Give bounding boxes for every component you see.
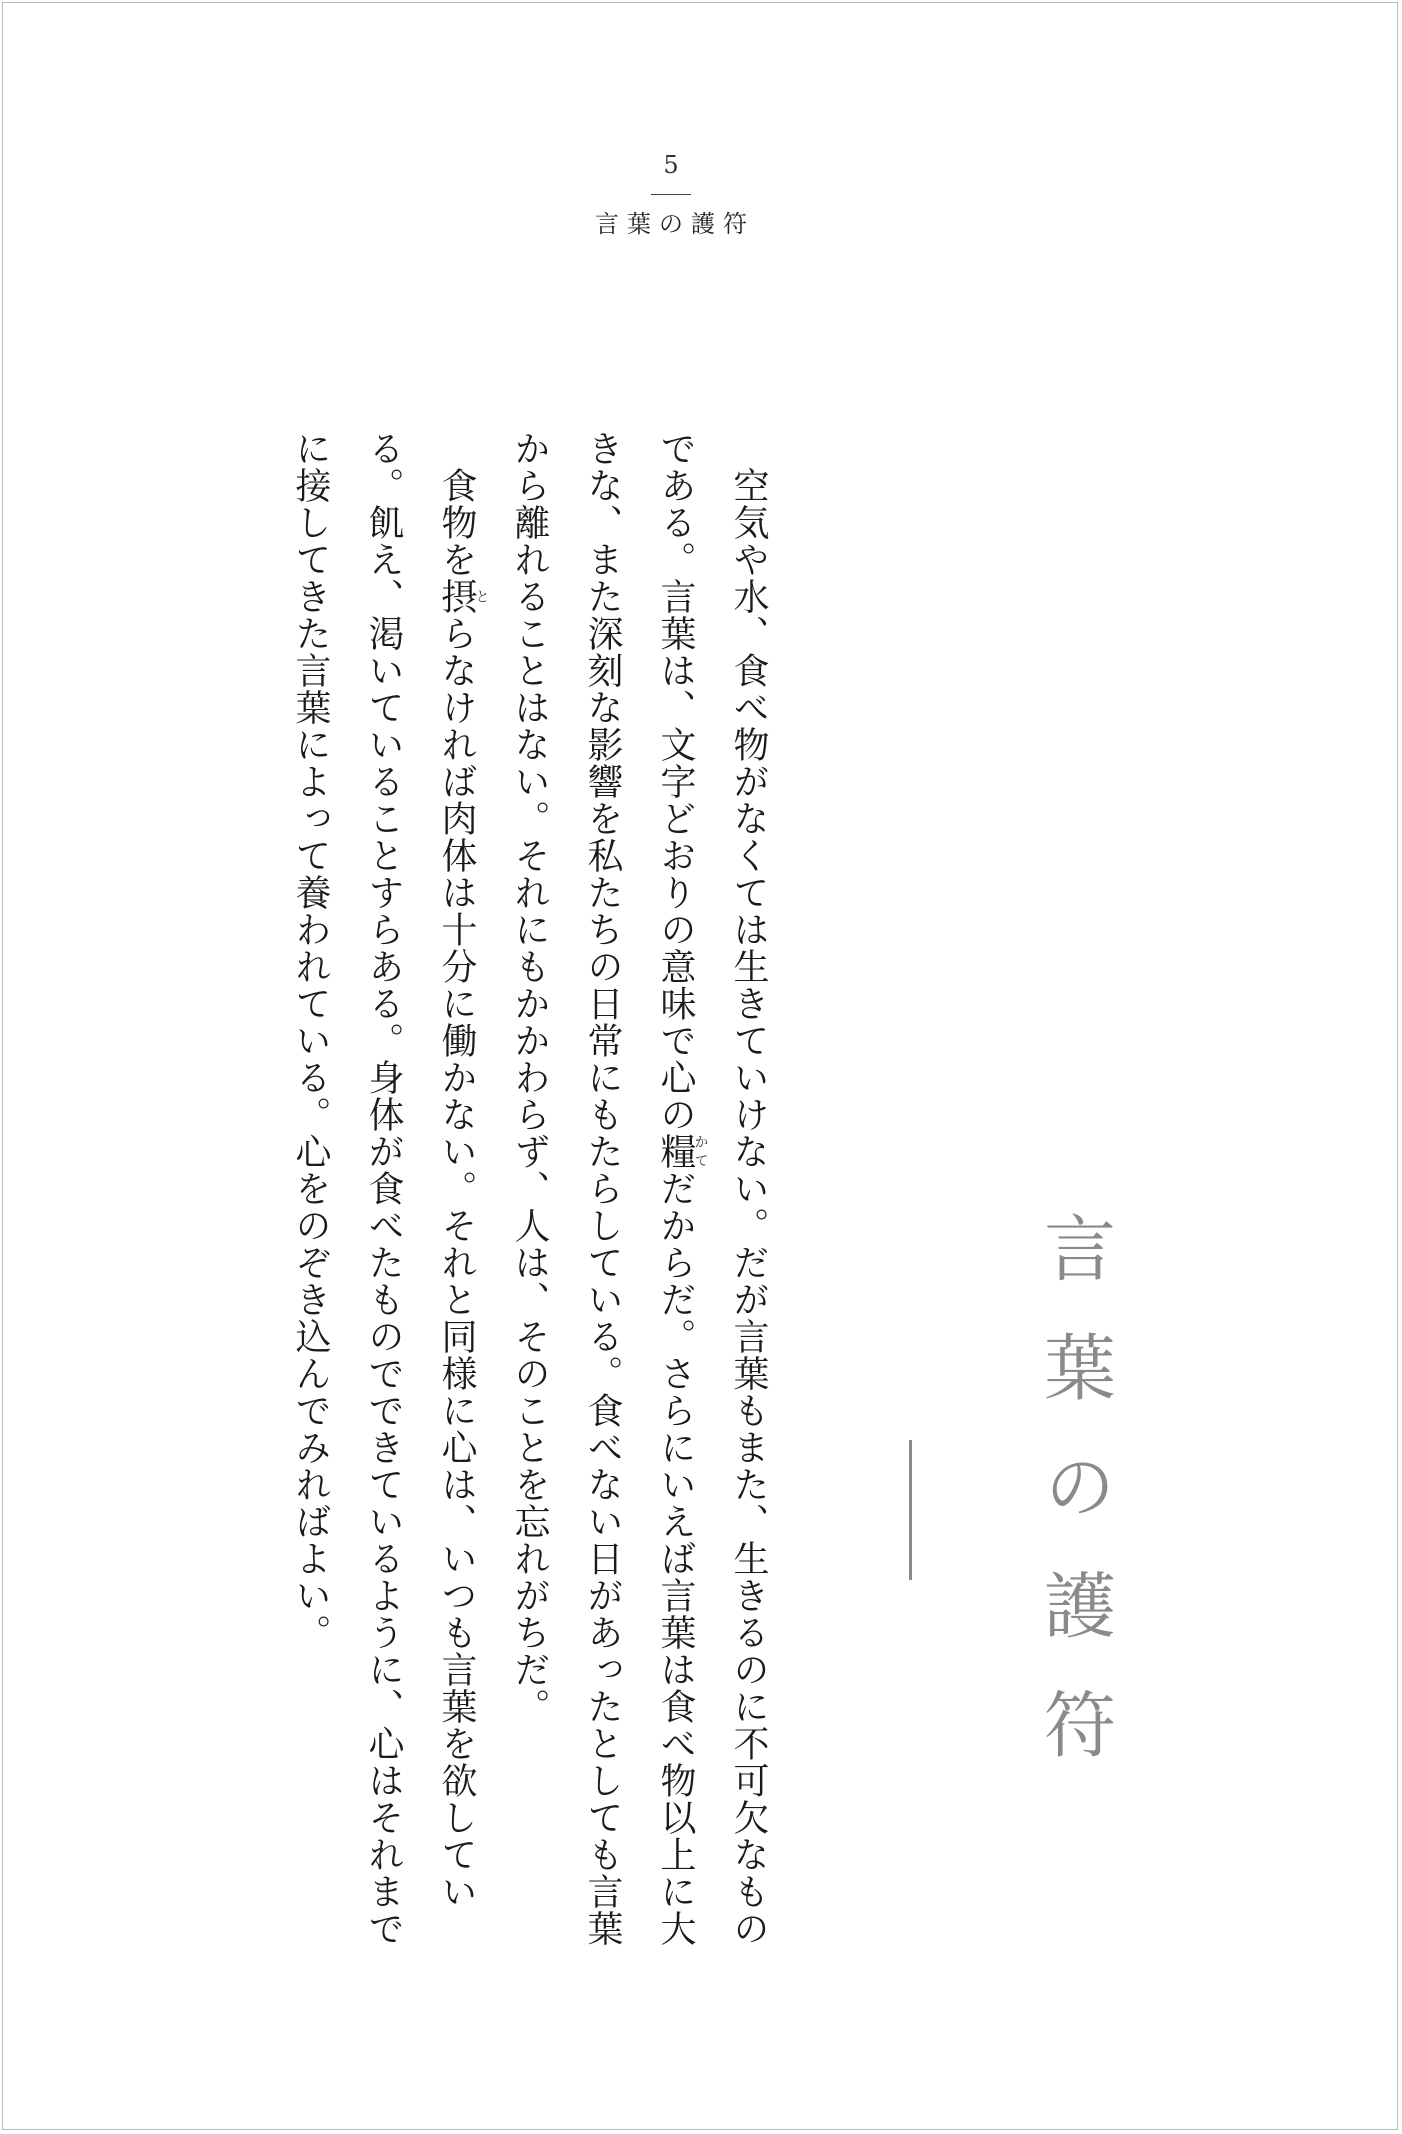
paragraph-2-text-b: らなければ肉体は十分に働かない。それと同様に心は、いつも言葉を欲している。飢え、渇いていることすらある。身体が食べたものでできているように、心はそれまでに接してきた言葉によって養われている。心をのぞき込んでみればよい。 (290, 430, 477, 1947)
ruby-kate (655, 1133, 709, 1170)
running-head-title: 言葉の護符 (595, 210, 755, 238)
ruby-to (436, 578, 490, 615)
paragraph-1-text-b: だからだ。さらにいえば言葉は食べ物以上に大きな、また深刻な影響を私たちの日常にもたらしている。食べない日があったとしても言葉から離れることはない。それにもかかわらず、人は、そのことを忘れがちだ。 (509, 430, 696, 1947)
chapter-title: 言葉の護符 (1032, 1211, 1116, 1806)
ruby-kate-reading: かて (692, 1133, 709, 1170)
paragraph-1-text-a: 空気や水、食べ物がなくては生きていけない。だが言葉もまた、生きるのに不可欠なものである。言葉は、文字どおりの意味で心の (655, 430, 769, 1947)
ruby-to-base: 摂 (436, 578, 477, 615)
ruby-to-reading: と (473, 578, 490, 615)
page-number: 5 (663, 151, 679, 179)
paragraph-2 (274, 430, 493, 1950)
body-text (205, 430, 785, 1950)
paragraph-1 (493, 430, 785, 1950)
running-head-rule (651, 194, 691, 195)
running-head (551, 150, 791, 239)
paragraph-2-text-a: 食物を (436, 467, 477, 578)
ruby-kate-base: 糧 (655, 1133, 696, 1170)
chapter-title-rule (909, 1440, 912, 1580)
